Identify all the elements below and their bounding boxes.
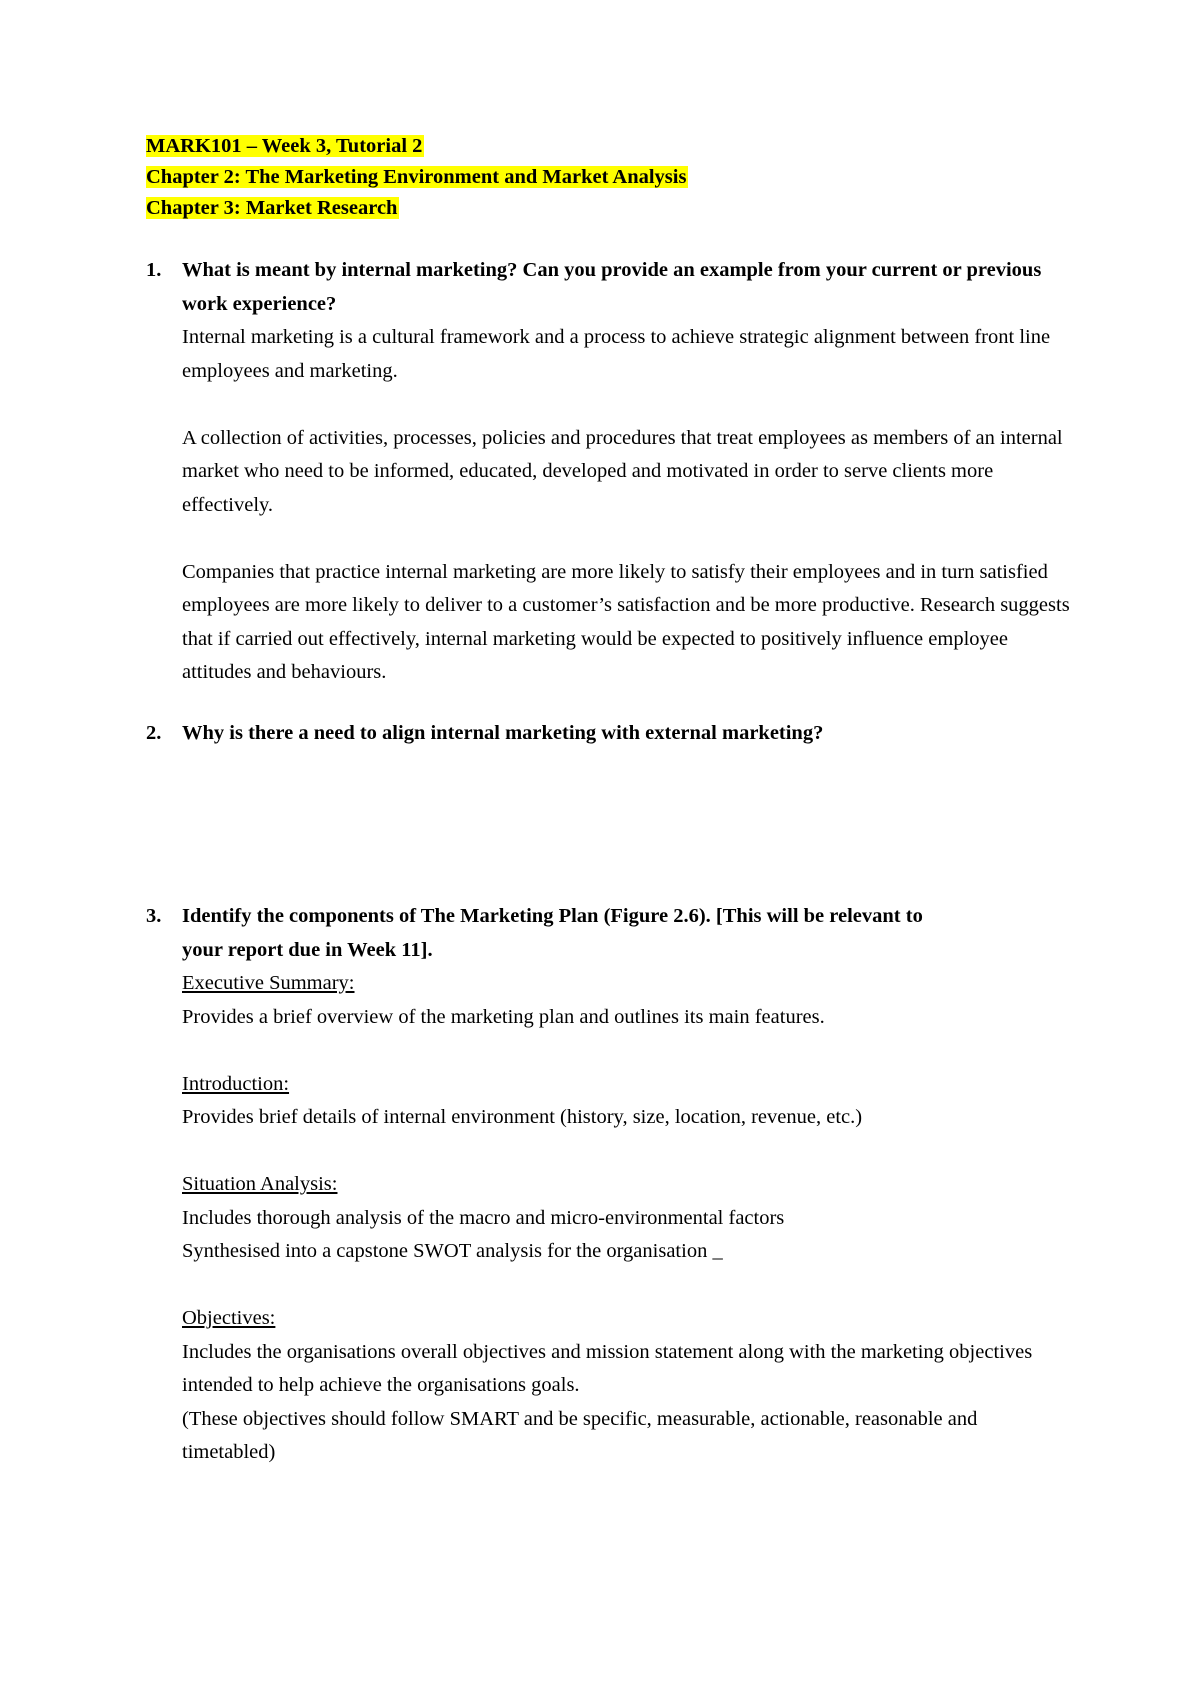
answer-block [182,967,1082,1470]
question-number: 2. [146,722,162,744]
answer-block [182,321,1082,690]
section-title-situation-analysis: Situation Analysis: [182,1173,338,1195]
question-3 [146,900,1082,1470]
section-title-introduction: Introduction: [182,1072,290,1095]
section-line: Includes the organisations overall objectives and mission statement along with the marketing objectives intended to help achieve the organisations goals. [182,1340,1033,1396]
question-1 [146,254,1082,690]
section-title-objectives: Objectives: [182,1307,276,1329]
question-number: 1. [146,259,162,281]
section-line: Includes thorough analysis of the macro and micro-environmental factors [182,1206,785,1229]
section-title-executive-summary: Executive Summary: [182,972,355,994]
answer-paragraph: Internal marketing is a cultural framework and a process to achieve strategic alignment between front line employees and marketing. [182,326,1051,382]
section-line: Provides brief details of internal environment (history, size, location, revenue, etc.) [182,1106,863,1128]
course-title: MARK101 – Week 3, Tutorial 2 [146,135,423,157]
question-number: 3. [146,905,162,927]
answer-paragraph: A collection of activities, processes, policies and procedures that treat employees as members of an internal market who need to be informed, educated, developed and motivated in order to serve clients more effectively. [182,426,1063,516]
chapter-3-heading: Chapter 3: Market Research [146,197,398,219]
chapter-2-heading: Chapter 2: The Marketing Environment and Market Analysis [146,166,687,188]
question-text: Identify the components of The Marketing Plan (Figure 2.6). [This will be relevant to your report due in Week 11]. [182,905,923,961]
question-text: Why is there a need to align internal marketing with external marketing? [182,722,824,744]
section-line: (These objectives should follow SMART and be specific, measurable, actionable, reasonable and timetabled) [182,1407,978,1463]
answer-paragraph: Companies that practice internal marketing are more likely to satisfy their employees and in turn satisfied employees are more likely to deliver to a customer’s satisfaction and be more productive. Research suggests that if carried out effectively, internal marketing would be expected to positively influence employee attitudes and behaviours. [182,560,1070,683]
section-line: Provides a brief overview of the marketing plan and outlines its main features. [182,1005,825,1028]
section-line: Synthesised into a capstone SWOT analysis for the organisation _ [182,1240,723,1262]
question-2 [146,717,1082,751]
question-text: What is meant by internal marketing? Can you provide an example from your current or previous work experience? [182,259,1042,315]
